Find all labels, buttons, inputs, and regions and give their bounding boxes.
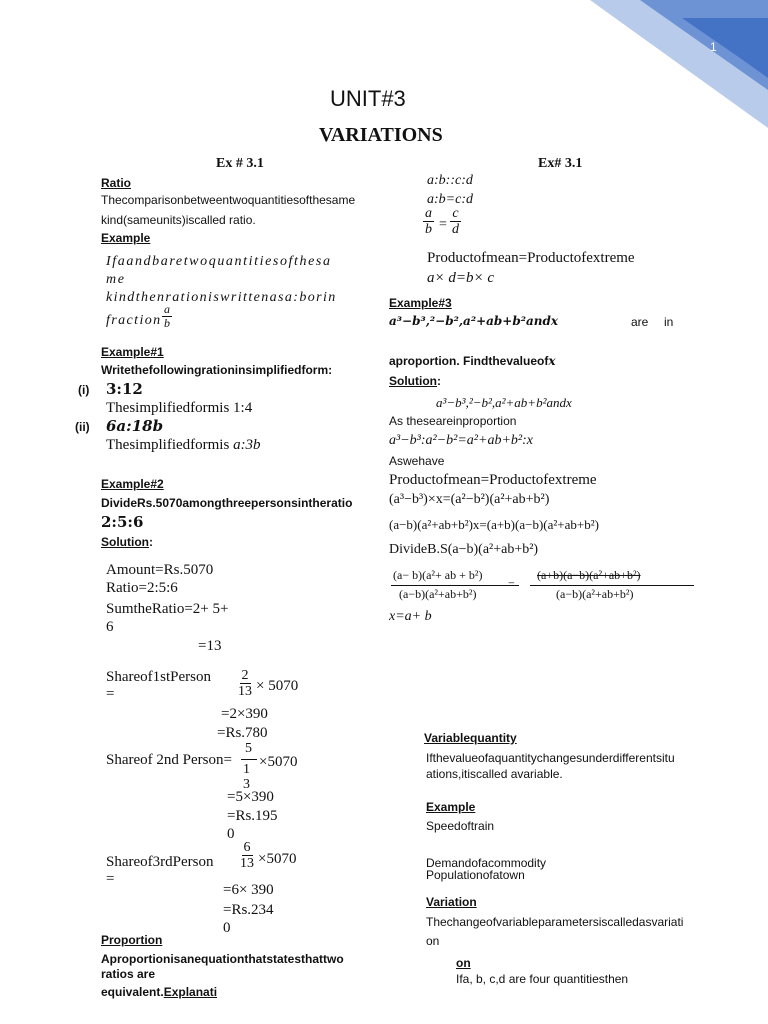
solution-colon: : [149, 535, 153, 549]
example-line-3: kindthenrationiswrittenasa:borin [106, 290, 337, 305]
right-solution-colon: : [437, 374, 441, 388]
fraction-b: b [425, 222, 432, 238]
example3-text [389, 354, 555, 368]
example-label: Example [101, 231, 151, 245]
example-line-4: fraction [106, 313, 162, 328]
example3-in: in [664, 315, 674, 329]
equation-2: (a−b)(a²+ab+b²)x=(a+b)(a−b)(a²+ab+b²) [389, 517, 599, 532]
share3-step2-2: 0 [223, 920, 231, 936]
share1-mult: × 5070 [256, 678, 299, 694]
example1-i-expr: 3:12 [106, 380, 143, 398]
left-heading: Ex # 3.1 [216, 156, 264, 171]
ratio-line: Ratio=2:5:6 [106, 580, 178, 596]
ratio-def-line-2: kind(sameunits)iscalled ratio. [101, 213, 256, 227]
variable-example-label: Example [426, 800, 476, 814]
example1-ii-num: (ii) [75, 420, 90, 434]
example1-ii-expr: 6a:18b [106, 417, 164, 435]
example3-text-body: aproportion. Findthevalueof [389, 354, 549, 368]
variation-label: Variation [426, 895, 477, 909]
example-line-1: Ifaandbaretwoquantitiesofthesa [106, 254, 332, 269]
result-x: x=a+ b [389, 609, 432, 624]
cross-product: a× d=b× c [427, 270, 495, 286]
variable-quantity-label: Variablequantity [424, 731, 517, 745]
lhs-numerator: (a− b)(a²+ ab + b²) [393, 568, 483, 582]
unit-title: UNIT#3 [330, 86, 406, 111]
example1-label: Example#1 [101, 345, 164, 359]
proportion-def-3-text: equivalent. [101, 985, 164, 999]
fraction-c-d [450, 206, 461, 238]
variation-def-1: Thechangeofvariableparametersiscalledasvariati [426, 915, 684, 929]
example3-label: Example#3 [389, 296, 452, 310]
solution-expr: a³−b³,²−b²,a²+ab+b²andx [436, 395, 572, 410]
share2-step1: =5×390 [227, 789, 274, 805]
proportion-def-1: Aproportionisanequationthatstatesthattwo [101, 952, 344, 966]
share2-step2-2: 0 [227, 826, 235, 842]
proportion-label: Proportion [101, 933, 163, 947]
share1-fraction [236, 668, 254, 700]
share3-numerator: 6 [243, 840, 251, 855]
variable-def-1: Ifthevalueofaquantitychangesunderdifferentsitu [426, 751, 675, 765]
fraction-d: d [452, 222, 459, 238]
right-solution-label: Solution [389, 374, 437, 388]
share1-denominator: 13 [238, 684, 252, 700]
on-label: on [456, 956, 471, 970]
rhs-fraction-bar [530, 585, 694, 586]
explanation-label: Explanati [163, 985, 218, 999]
fraction-a-over-b [162, 303, 172, 330]
rhs-denominator: (a−b)(a²+ab+b²) [556, 587, 634, 601]
four-quantities: Ifa, b, c,d are four quantitiesthen [456, 972, 629, 986]
product-mean-extreme: Productofmean=Productofextreme [427, 250, 635, 266]
share2-denominator-1: 1 [243, 762, 250, 777]
share2-label: Shareof 2nd Person= [106, 752, 232, 768]
share1-numerator: 2 [241, 668, 249, 683]
variable-def-2: ations,itiscalled avariable. [426, 767, 563, 781]
example1-i-result: Thesimplifiedformis 1:4 [106, 400, 253, 416]
fraction-a: a [425, 206, 432, 221]
example3-are: are [631, 315, 649, 329]
proportion-notation-1: a:b::c:d [427, 173, 473, 188]
share1-label-2: = [106, 686, 115, 702]
example1-ii-result-text: Thesimplifiedformis [106, 437, 234, 453]
share3-step2-1: =Rs.234 [223, 902, 274, 918]
proportion-def-2: ratios are [101, 967, 156, 981]
fraction-c: c [452, 206, 459, 221]
sum-ratio-line-1: SumtheRatio=2+ 5+ [106, 601, 229, 617]
proportion-equation: a³−b³:a²−b²=a²+ab+b²:x [389, 433, 533, 448]
lhs-fraction-bar [391, 585, 519, 586]
fraction-numerator: a [164, 302, 170, 316]
example-speed-of-train: Speedoftrain [426, 819, 495, 833]
equation-1: (a³−b³)×x=(a²−b²)(a²+ab+b²) [389, 492, 550, 507]
example1-i-num: (i) [78, 383, 90, 397]
sum-ratio-line-3: =13 [198, 638, 222, 654]
example1-ii-result-math: a:3b [233, 437, 261, 453]
solution-heading [101, 535, 153, 549]
share2-denominator-2: 3 [243, 777, 250, 792]
as-these-in-proportion: As theseareinproportion [389, 414, 517, 428]
product-mean-extreme-2: Productofmean=Productofextreme [389, 472, 597, 488]
amount-line: Amount=Rs.5070 [106, 562, 214, 578]
share3-label-2: = [106, 871, 115, 887]
share2-step2-1: =Rs.195 [227, 808, 278, 824]
share1-label-1: Shareof1stPerson [106, 669, 211, 685]
fraction-a-b [423, 206, 434, 238]
example-population: Populationofatown [426, 868, 525, 882]
share3-fraction [238, 840, 256, 872]
rhs-numerator: (a+b)(a−b)(a²+ab+b²) [537, 568, 641, 582]
example3-expr: a³−b³,²−b²,a²+ab+b²andx [389, 314, 559, 328]
rhs-equals: = [508, 577, 515, 591]
ratio-def-line-1: Thecomparisonbetweentwoquantitiesofthesame [101, 193, 356, 207]
share1-step2: =Rs.780 [217, 725, 268, 741]
example2-ratio: 2:5:6 [101, 513, 144, 531]
share2-mult: ×5070 [259, 754, 298, 770]
divide-both-sides: DivideB.S(a−b)(a²+ab+b²) [389, 542, 539, 557]
lhs-denominator: (a−b)(a²+ab+b²) [399, 587, 477, 601]
example3-x: x [548, 354, 556, 368]
share3-step1: =6× 390 [223, 882, 274, 898]
example1-ii-result [106, 437, 261, 454]
share3-mult: ×5070 [258, 851, 297, 867]
share2-numerator: 5 [245, 741, 252, 756]
sum-ratio-line-2: 6 [106, 619, 114, 635]
as-we-have: Aswehave [389, 454, 445, 468]
share3-denominator: 13 [240, 856, 254, 872]
example1-text: Writethefollowingrationinsimplifiedform: [101, 363, 333, 377]
example-line-2: me [106, 272, 126, 287]
share3-label-1: Shareof3rdPerson [106, 854, 214, 870]
solution-label: Solution [101, 535, 149, 549]
page-number: 1 [710, 40, 717, 54]
example2-label: Example#2 [101, 477, 164, 491]
right-heading: Ex# 3.1 [538, 156, 583, 171]
ratio-label: Ratio [101, 176, 131, 190]
example-demand: Demandofacommodity [426, 856, 547, 870]
chapter-title: VARIATIONS [319, 124, 443, 146]
variation-def-2: on [426, 934, 440, 948]
example2-text: DivideRs.5070amongthreepersonsintheratio [101, 496, 353, 510]
share1-step1: =2×390 [221, 706, 268, 722]
fraction-denominator: b [164, 316, 170, 331]
right-solution-heading [389, 374, 441, 388]
corner-decoration [590, 0, 768, 130]
proportion-notation-2: a:b=c:d [427, 192, 473, 207]
proportion-def-3 [101, 985, 217, 999]
share2-fraction-bar [241, 759, 257, 760]
fraction-equals: = [439, 217, 447, 232]
